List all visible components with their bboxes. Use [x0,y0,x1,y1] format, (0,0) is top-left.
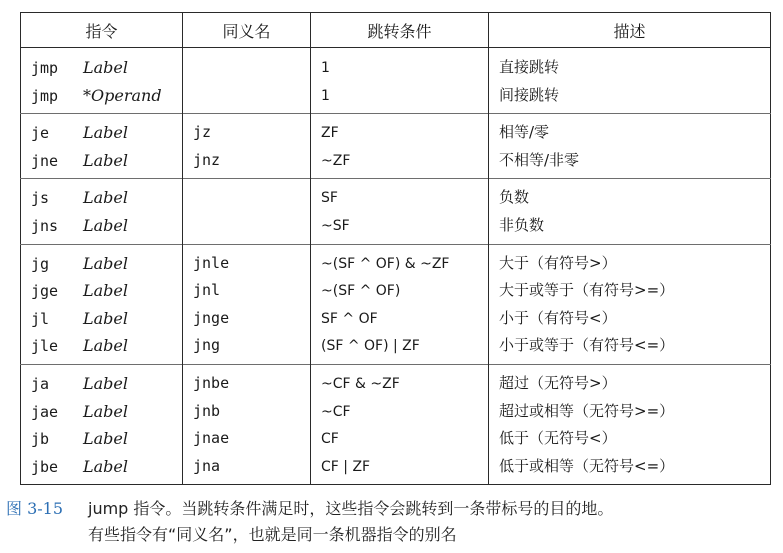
table-body [21,48,771,485]
description-line [499,147,770,175]
synonym-text: jnl [193,281,221,300]
instruction-cell [21,364,183,484]
description-text: 不相等/非零 [499,150,580,169]
condition-text: ~SF [321,217,350,234]
header-condition: 跳转条件 [311,13,489,48]
instruction-line [31,332,182,360]
synonym-text: jnae [193,429,230,448]
synonym-line [193,305,310,333]
description-text: 小于（有符号<） [499,308,617,327]
description-line [499,119,770,147]
condition-cell [311,114,489,179]
synonym-text: jnge [193,308,230,327]
description-text: 非负数 [499,215,545,234]
description-text: 相等/零 [499,123,550,142]
description-text: 小于或等于（有符号<=） [499,336,675,355]
instruction-mnemonic: js [31,189,50,208]
jump-instruction-table-figure [20,12,770,485]
caption-line-2: 有些指令有“同义名”，也就是同一条机器指令的别名 [88,525,457,544]
description-cell [489,179,771,244]
synonym-line [193,184,310,212]
condition-text: (SF ^ OF) | ZF [321,338,420,355]
description-line [499,425,770,453]
description-line [499,277,770,305]
instruction-operand: Label [83,188,128,208]
synonym-line [193,54,310,82]
condition-text: CF | ZF [321,458,371,475]
condition-line [321,184,488,212]
instruction-cell [21,244,183,364]
instruction-operand: Label [83,215,128,235]
caption-line-1: jump 指令。当跳转条件满足时，这些指令会跳转到一条带标号的目的地。 [88,499,614,518]
condition-line [321,398,488,426]
description-cell [489,48,771,114]
instruction-operand: Label [83,336,128,356]
condition-text: SF ^ OF [321,310,378,327]
condition-line [321,425,488,453]
synonym-text: jnle [193,253,230,272]
caption-text [88,496,778,548]
condition-text: SF [321,190,338,207]
condition-line [321,212,488,240]
instruction-line [31,453,182,481]
instruction-line [31,54,182,82]
condition-text: ~(SF ^ OF) [321,283,401,300]
instruction-cell [21,48,183,114]
header-description: 描述 [489,13,771,48]
synonym-line [193,212,310,240]
synonym-line [193,277,310,305]
synonym-text: jna [193,456,221,475]
condition-line [321,332,488,360]
instruction-operand: Label [83,281,128,301]
description-line [499,398,770,426]
description-text: 低于或相等（无符号<=） [499,456,675,475]
instruction-operand: Label [83,253,128,273]
synonym-line [193,425,310,453]
instruction-mnemonic: jge [31,282,59,301]
instruction-line [31,305,182,333]
instruction-operand: Label [83,456,128,476]
instruction-line [31,184,182,212]
condition-text: 1 [321,87,330,104]
description-cell [489,244,771,364]
header-synonym: 同义名 [183,13,311,48]
synonym-cell [183,244,311,364]
synonym-line [193,332,310,360]
instruction-operand: Label [83,123,128,143]
instruction-operand: Label [83,58,128,77]
instruction-operand: Label [83,401,128,421]
instruction-mnemonic: jg [31,254,50,273]
description-line [499,250,770,278]
condition-text: 1 [321,60,330,76]
table-row-group [21,48,771,114]
instruction-mnemonic: jbe [31,457,59,476]
synonym-cell [183,364,311,484]
synonym-line [193,370,310,398]
instruction-line [31,250,182,278]
description-cell [489,114,771,179]
description-line [499,453,770,481]
synonym-line [193,119,310,147]
instruction-cell [21,179,183,244]
description-line [499,184,770,212]
description-line [499,54,770,82]
instruction-line [31,398,182,426]
instruction-mnemonic: je [31,124,50,143]
description-line [499,305,770,333]
description-text: 间接跳转 [499,85,560,104]
description-text: 超过（无符号>） [499,373,617,392]
instruction-line [31,119,182,147]
description-line [499,370,770,398]
instruction-operand: *Operand [83,85,162,105]
condition-text: ~ZF [321,152,351,169]
instruction-mnemonic: jmp [31,59,59,77]
condition-text: ~(SF ^ OF) & ~ZF [321,255,450,272]
figure-number: 图 3-15 [6,499,64,518]
synonym-text: jnb [193,401,221,420]
condition-line [321,370,488,398]
description-line [499,332,770,360]
instruction-operand: Label [83,150,128,170]
instruction-mnemonic: jae [31,402,59,421]
condition-cell [311,364,489,484]
condition-text: ZF [321,125,339,142]
instruction-line [31,212,182,240]
condition-cell [311,179,489,244]
instruction-mnemonic: jb [31,430,50,449]
instruction-line [31,147,182,175]
synonym-line [193,147,310,175]
description-text: 大于或等于（有符号>=） [499,281,675,300]
synonym-text: jz [193,123,212,142]
instruction-line [31,277,182,305]
synonym-line [193,453,310,481]
condition-text: CF [321,431,339,448]
description-text: 低于（无符号<） [499,429,617,448]
condition-cell [311,48,489,114]
description-cell [489,364,771,484]
condition-line [321,277,488,305]
condition-line [321,147,488,175]
synonym-text: jnz [193,150,221,169]
instruction-operand: Label [83,373,128,393]
synonym-cell [183,179,311,244]
instruction-mnemonic: ja [31,374,50,393]
instruction-line [31,425,182,453]
condition-line [321,305,488,333]
instruction-mnemonic: jmp [31,86,59,105]
table-header-row [21,13,771,48]
instruction-line [31,370,182,398]
condition-line [321,119,488,147]
instruction-operand: Label [83,429,128,449]
synonym-cell [183,114,311,179]
description-line [499,212,770,240]
condition-line [321,250,488,278]
table-row-group [21,364,771,484]
condition-text: ~CF [321,403,351,420]
instruction-mnemonic: jne [31,151,59,170]
instruction-operand: Label [83,308,128,328]
header-instruction: 指令 [21,13,183,48]
table-row-group [21,114,771,179]
jump-instruction-table [20,12,771,485]
condition-line [321,54,488,82]
instruction-mnemonic: jl [31,309,50,328]
table-row-group [21,179,771,244]
instruction-line [31,82,182,110]
description-text: 负数 [499,188,530,207]
instruction-mnemonic: jns [31,216,59,235]
condition-line [321,82,488,110]
description-text: 大于（有符号>） [499,253,617,272]
synonym-line [193,82,310,110]
synonym-text: jng [193,336,221,355]
description-text: 直接跳转 [499,58,560,76]
description-text: 超过或相等（无符号>=） [499,401,675,420]
instruction-mnemonic: jle [31,337,59,356]
synonym-cell [183,48,311,114]
synonym-line [193,398,310,426]
synonym-line [193,250,310,278]
instruction-cell [21,114,183,179]
synonym-text: jnbe [193,373,230,392]
table-row-group [21,244,771,364]
condition-text: ~CF & ~ZF [321,375,400,392]
condition-cell [311,244,489,364]
condition-line [321,453,488,481]
description-line [499,82,770,110]
